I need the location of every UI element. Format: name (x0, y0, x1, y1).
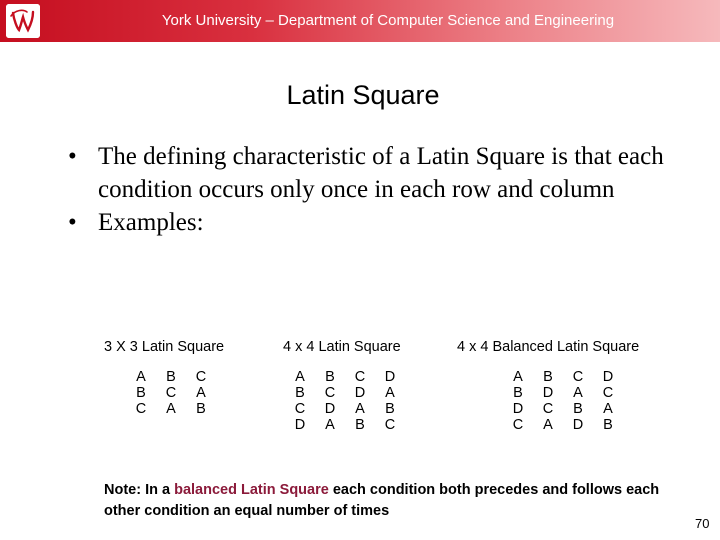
grid-cell: A (295, 369, 305, 385)
example-label: 3 X 3 Latin Square (104, 339, 225, 355)
header-title: York University – Department of Computer Science and Engineering (161, 12, 615, 29)
bullet-icon: • (68, 143, 77, 170)
bullet-item (68, 140, 668, 206)
grid-cell: A (136, 369, 146, 385)
york-logo-icon (6, 4, 40, 38)
grid-cell: D (602, 369, 614, 385)
bullet-icon: • (68, 209, 77, 236)
grid-cell: A (543, 417, 553, 433)
example-label: 4 x 4 Balanced Latin Square (457, 339, 640, 355)
grid-cell: D (294, 417, 306, 433)
grid-cell: C (195, 369, 207, 385)
grid-cell: A (385, 385, 395, 401)
bullet-text: Examples: (98, 209, 204, 236)
example-4x4-latin-square (283, 339, 401, 433)
grid-cell: D (354, 385, 366, 401)
grid-cell: A (196, 385, 206, 401)
grid-cell: D (324, 401, 336, 417)
note-suffix: each condition both precedes and follows each other condition an equal number of times (104, 482, 660, 519)
header-bar (0, 0, 720, 42)
grid-cell: B (295, 385, 305, 401)
example-3x3-latin-square (104, 339, 225, 417)
grid-cell: B (573, 401, 583, 417)
grid-cell: D (384, 369, 396, 385)
grid-cell: C (135, 401, 147, 417)
grid-cell: A (573, 385, 583, 401)
note-text (104, 480, 664, 522)
grid-cell: C (542, 401, 554, 417)
grid-cell: D (572, 417, 584, 433)
grid-cell: C (572, 369, 584, 385)
grid-cell: A (325, 417, 335, 433)
grid-cell: C (324, 385, 336, 401)
grid-cell: D (542, 385, 554, 401)
grid-cell: B (543, 369, 553, 385)
grid-cell: C (384, 417, 396, 433)
example-4x4-balanced-latin-square (457, 339, 640, 433)
grid-cell: B (603, 417, 613, 433)
grid-cell: B (325, 369, 335, 385)
grid-cell: C (354, 369, 366, 385)
grid-cell: B (166, 369, 176, 385)
bullet-list (68, 140, 668, 239)
grid-cell: B (196, 401, 206, 417)
grid-cell: C (165, 385, 177, 401)
grid-cell: A (513, 369, 523, 385)
page-number: 70 (695, 516, 710, 531)
grid-cell: A (355, 401, 365, 417)
slide-title: Latin Square (286, 80, 440, 110)
grid-cell: B (513, 385, 523, 401)
grid-cell: D (512, 401, 524, 417)
grid-cell: A (166, 401, 176, 417)
grid-cell: C (512, 417, 524, 433)
grid-cell: C (602, 385, 614, 401)
bullet-text: The defining characteristic of a Latin Square is that each condition occurs only once in each row and column (98, 143, 664, 203)
bullet-item (68, 206, 668, 239)
note-prefix: Note: In a (104, 482, 175, 498)
grid-cell: B (385, 401, 395, 417)
grid-cell: B (355, 417, 365, 433)
note-highlight: balanced Latin Square (174, 482, 329, 498)
grid-cell: C (294, 401, 306, 417)
grid-cell: B (136, 385, 146, 401)
grid-cell: A (603, 401, 613, 417)
example-label: 4 x 4 Latin Square (283, 339, 401, 355)
